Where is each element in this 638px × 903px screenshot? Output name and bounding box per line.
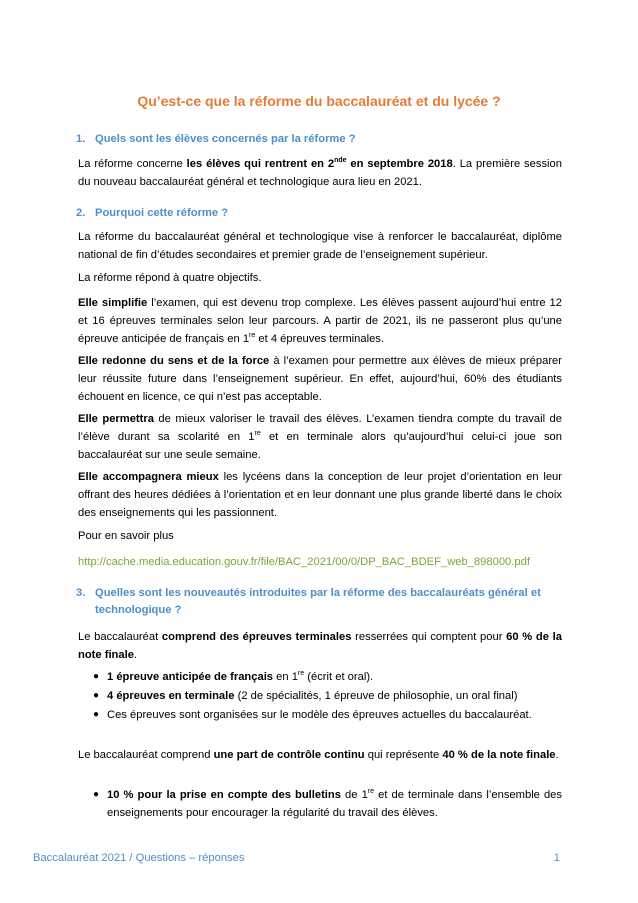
bullet-icon: ● — [93, 709, 100, 720]
text-run: de 1 — [340, 789, 368, 801]
bold-run: comprend des épreuves terminales — [161, 631, 352, 643]
question-text: Quels sont les élèves concernés par la réforme ? — [95, 133, 356, 145]
paragraph-epreuves-terminales — [78, 628, 562, 664]
footer-title: Baccalauréat 2021 / Questions – réponses — [33, 852, 245, 864]
bold-run: une part de contrôle continu — [213, 749, 365, 761]
bold-run: 40 % de la note finale — [442, 749, 556, 761]
text-run: qui représente — [364, 749, 443, 761]
paragraph-controle-continu — [78, 746, 562, 764]
paragraph-redonne — [78, 352, 562, 406]
bullet-icon: ● — [93, 789, 100, 800]
question-2-heading — [76, 205, 561, 222]
bold-run: les élèves qui rentrent en 2 — [186, 158, 335, 170]
text-run: resserrées qui comptent pour — [351, 631, 507, 643]
paragraph-en-savoir-plus: Pour en savoir plus — [78, 530, 174, 542]
question-text: Quelles sont les nouveautés introduites par la réforme des baccalauréats général et technologique ? — [95, 587, 541, 616]
superscript: re — [367, 788, 375, 795]
text-run: . — [555, 749, 559, 761]
paragraph-accompagnera — [78, 468, 562, 522]
paragraph-reform-purpose: La réforme du baccalauréat général et technologique vise à renforcer le baccalauréat, diplôme national de fin d’études secondaires et premier grade de l’enseignement supérieur. — [78, 231, 562, 261]
question-number: 1. — [76, 133, 86, 145]
question-1-heading — [76, 131, 561, 148]
text-run: Ces épreuves sont organisées sur le modèle des épreuves actuelles du baccalauréat. — [107, 709, 532, 721]
superscript: re — [254, 430, 261, 437]
question-text: Pourquoi cette réforme ? — [95, 207, 229, 219]
list-item — [93, 706, 562, 724]
text-run: et en terminale alors qu’aujourd’hui celui-ci joue son baccalauréat sur une seule semaine. — [78, 431, 562, 461]
bold-run: 60 % de la note finale — [78, 631, 562, 661]
paragraph-simplifie — [78, 294, 562, 348]
text-run: en 1 — [273, 671, 298, 683]
text-run: . La première session du nouveau baccalauréat général et technologique aura lieu en 2021. — [78, 158, 562, 188]
text-run: et de terminale dans l’ensemble des enseignements pour encourager la régularité du travail des élèves. — [107, 789, 563, 819]
superscript: nde — [334, 157, 347, 164]
bold-run: Elle redonne du sens et de la force — [78, 355, 270, 367]
question-3-heading — [76, 585, 561, 619]
text-run: les lycéens dans la conception de leur projet d’orientation en leur offrant des heures dédiées à l’orientation et en leur donnant une plus grande liberté dans le choix des enseignements qui les passionnent. — [78, 471, 562, 519]
text-run: à l’examen pour permettre aux élèves de mieux préparer leur réussite future dans l’enseignement supérieur. En effet, aujourd’hui, 60% des étudiants échouent en licence, ce qui n’est pas acceptable. — [78, 355, 562, 403]
bold-run: Elle permettra — [78, 413, 154, 425]
bold-run: 10 % pour la prise en compte des bulletins — [107, 789, 341, 801]
bullet-icon: ● — [93, 690, 100, 701]
page-title: Qu’est-ce que la réforme du baccalauréat et du lycée ? — [137, 93, 501, 109]
text-run: (écrit et oral). — [304, 671, 374, 683]
list-item — [93, 786, 563, 822]
text-run: . — [133, 649, 138, 661]
superscript: re — [249, 332, 256, 339]
bold-run: Elle simplifie — [78, 297, 148, 309]
source-link[interactable]: http://cache.media.education.gouv.fr/file/BAC_2021/00/0/DP_BAC_BDEF_web_898000.pdf — [78, 556, 530, 568]
text-run: La réforme concerne — [78, 158, 187, 170]
text-run: de mieux valoriser le travail des élèves. L’examen tiendra compte du travail de l’élève durant sa scolarité en 1 — [78, 413, 562, 443]
paragraph-permettra — [78, 410, 562, 464]
bold-run: 4 épreuves en terminale — [107, 690, 235, 702]
paragraph-four-objectives: La réforme répond à quatre objectifs. — [78, 272, 262, 284]
text-run: Le baccalauréat — [78, 631, 162, 643]
superscript: re — [297, 670, 305, 677]
list-item — [93, 687, 562, 705]
bold-run: 1 épreuve anticipée de français — [107, 671, 274, 683]
bold-run: en septembre 2018 — [346, 158, 453, 170]
text-run: (2 de spécialités, 1 épreuve de philosophie, un oral final) — [234, 690, 518, 702]
page-number: 1 — [553, 852, 560, 864]
bold-run: Elle accompagnera mieux — [78, 471, 219, 483]
text-run: et 4 épreuves terminales. — [255, 333, 385, 345]
text-run: Le baccalauréat comprend — [78, 749, 214, 761]
text-run: l’examen, qui est devenu trop complexe. Les élèves passent aujourd’hui entre 12 et 16 épreuves terminales selon leur parcours. A partir de 2021, ils ne passeront plus qu’une épreuve anticipée de français en 1 — [78, 297, 562, 345]
list-item — [93, 668, 562, 686]
paragraph-concerned-students — [78, 155, 562, 191]
bullet-icon: ● — [93, 671, 100, 682]
question-number: 2. — [76, 207, 86, 219]
question-number: 3. — [76, 587, 86, 599]
